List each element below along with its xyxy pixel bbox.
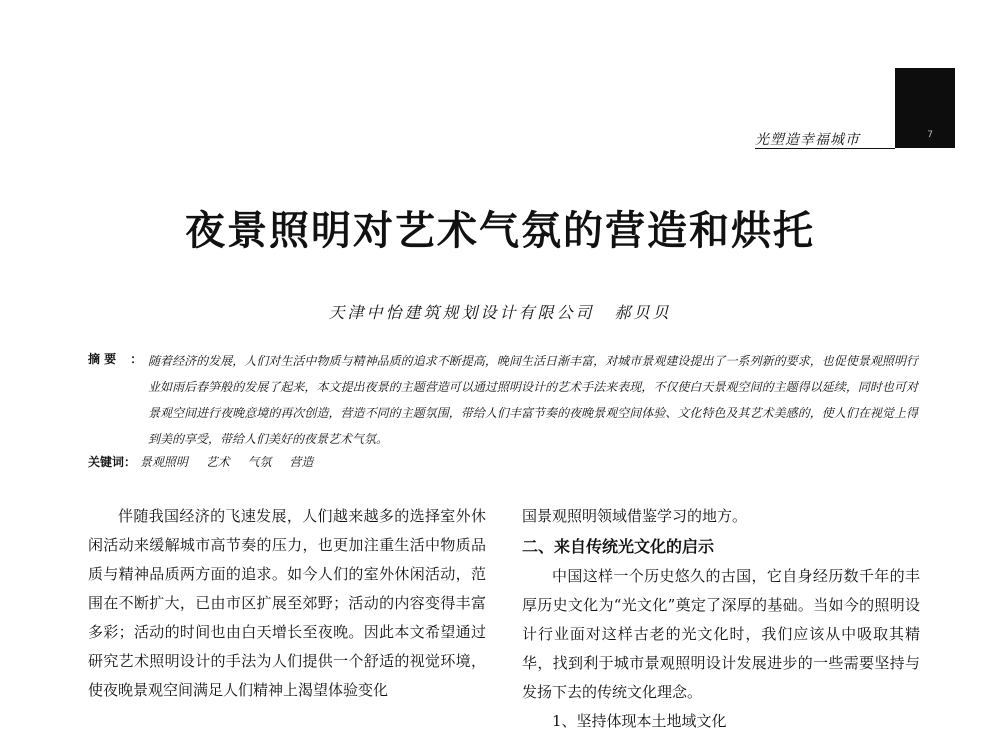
keywords-label: 关键词：: [88, 455, 137, 469]
keyword: 景观照明: [139, 455, 188, 469]
page-number: 7: [927, 130, 933, 140]
subsection-heading: 1、坚持体现本土地域文化: [552, 712, 727, 730]
abstract-label: 摘 要 ：: [88, 352, 143, 366]
author: 郝贝贝: [614, 303, 672, 322]
running-head: 光塑造幸福城市: [755, 132, 860, 148]
body-paragraph: 伴随我国经济的飞速发展，人们越来越多的选择室外休闲活动来缓解城市高节奏的压力，也更加注重生活中物质品质与精神品质两方面的追求。如今人们的室外休闲活动，范围在不断扩大，已由市区扩展至郊野；活动的内容变得丰富多彩；活动的时间也由白天增长至夜晚。因此本文希望通过研究艺术照明设计的手法为人们提供一个舒适的视觉环境，使夜晚景观空间满足人们精神上渴望体验变化: [88, 507, 486, 699]
keyword: 营造: [289, 455, 314, 469]
body-paragraph: 中国这样一个历史悠久的古国，它自身经历数千年的丰厚历史文化为“光文化”奠定了深厚的基础。当如今的照明设计行业面对这样古老的光文化时，我们应该从中吸取其精华，找到利于城市景观照明设计发展进步的一些需要坚持与发扬下去的传统文化理念。: [522, 567, 920, 701]
section-heading: 二、来自传统光文化的启示: [522, 537, 715, 556]
organization: 天津中怡建筑规划设计有限公司: [328, 303, 595, 322]
body-paragraph-continuation: 国景观照明领域借鉴学习的地方。: [522, 507, 748, 525]
abstract-text: 随着经济的发展，人们对生活中物质与精神品质的追求不断提高，晚间生活日渐丰富，对城市景观建设提出了一系列新的要求，也促使景观照明行业如雨后春笋般的发展了起来，本文提出夜景的主题营造可以通过照明设计的艺术手法来表现，不仅使白天景观空间的主题得以延续，同时也可对景观空间进行夜晚意境的再次创造，营造不同的主题氛围，带给人们丰富节奏的夜晚景观空间体验、文化特色及其艺术美感的，使人们在视觉上得到美的享受，带给人们美好的夜景艺术气氛。: [148, 354, 918, 446]
keywords: [88, 453, 327, 470]
article-title: 夜景照明对艺术气氛的营造和烘托: [185, 208, 815, 254]
body-left-column: [88, 502, 486, 705]
header-rule: [755, 148, 895, 149]
keyword: 气氛: [247, 455, 272, 469]
corner-tab: [895, 68, 955, 148]
body-right-column: [522, 502, 920, 736]
byline: [0, 300, 1000, 323]
keyword: 艺术: [205, 455, 230, 469]
